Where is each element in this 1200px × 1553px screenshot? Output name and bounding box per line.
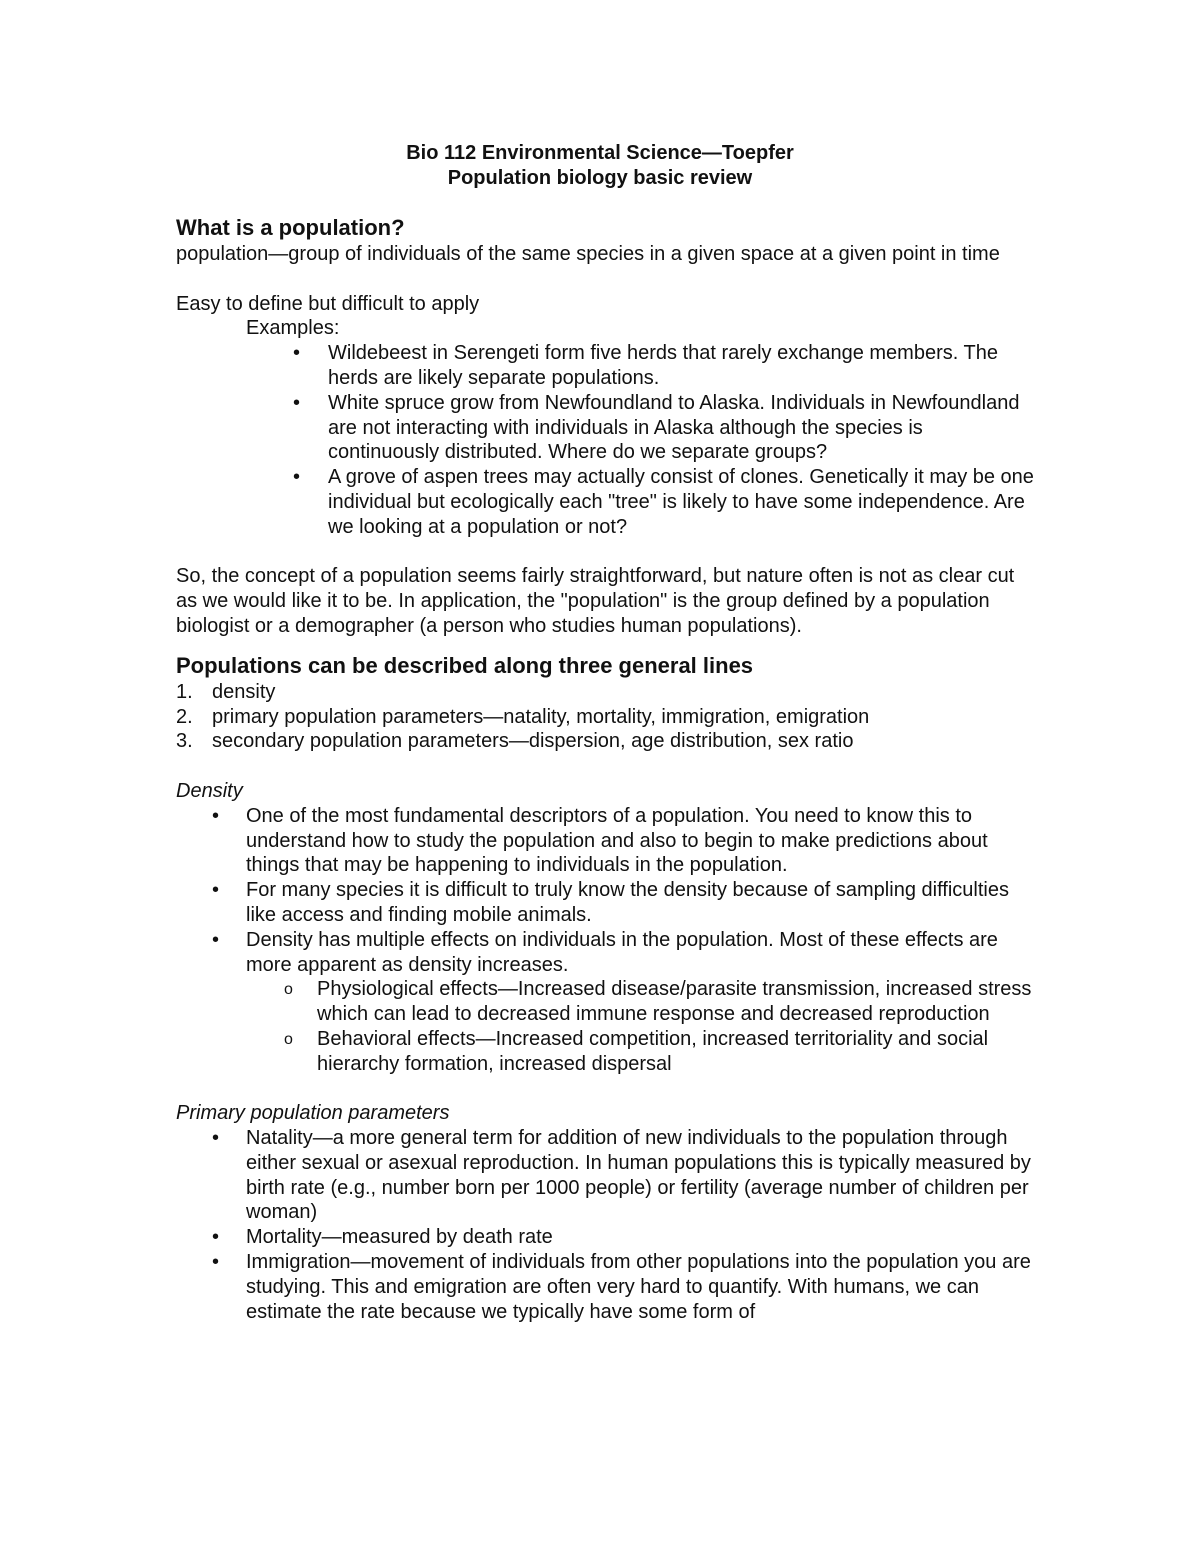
list-item: • Wildebeest in Serengeti form five herds that rarely exchange members. The herds are likely separate populations. <box>293 342 998 389</box>
sub-bullet-icon: o <box>284 981 293 999</box>
primary-parameters-list <box>176 1126 1036 1324</box>
list-item: • Natality—a more general term for addition of new individuals to the population through either sexual or asexual reproduction. In human populations this is typically measured by birth rate (e.g., number born per 1000 people) or fertility (average number of children per woman) <box>212 1127 1031 1224</box>
bullet-icon: • <box>212 928 220 951</box>
examples-label: Examples: <box>246 317 340 340</box>
list-item: • One of the most fundamental descriptors of a population. You need to know this to understand how to study the population and also to begin to make predictions about things that may be happening to individuals in the population. <box>212 804 988 877</box>
list-item: o Behavioral effects—Increased competition, increased territoriality and social hierarchy formation, increased dispersal <box>284 1027 989 1075</box>
document-title: Population biology basic review <box>447 167 753 189</box>
intro-text: Easy to define but difficult to apply <box>176 292 480 315</box>
bullet-icon: • <box>212 804 220 827</box>
list-item: • Mortality—measured by death rate <box>212 1226 553 1249</box>
bullet-icon: • <box>293 466 301 489</box>
description-lines-list <box>176 680 1036 754</box>
bullet-icon: • <box>212 879 220 902</box>
sub-bullet-icon: o <box>284 1030 293 1048</box>
list-item: • Density has multiple effects on individuals in the population. Most of these effects are more apparent as density increases. <box>212 928 998 976</box>
course-title: Bio 112 Environmental Science—Toepfer <box>406 142 794 164</box>
density-effects-list <box>176 977 1036 1076</box>
primary-parameters-heading: Primary population parameters <box>176 1102 450 1125</box>
list-item: • A grove of aspen trees may actually consist of clones. Genetically it may be one individual but ecologically each "tree" is likely to have some independence. Are we looking at a population or not? <box>293 466 1034 538</box>
section-heading-what-is-population: What is a population? <box>176 215 405 240</box>
section-heading-three-lines: Populations can be described along three general lines <box>176 652 754 678</box>
list-item: 2. primary population parameters—natality, mortality, immigration, emigration <box>176 705 870 728</box>
list-item: 1. density <box>176 680 276 703</box>
list-item: o Physiological effects—Increased disease/parasite transmission, increased stress which can lead to decreased immune response and decreased reproduction <box>284 978 1032 1026</box>
population-summary: So, the concept of a population seems fairly straightforward, but nature often is not as clear cut as we would like it to be. In application, the "population" is the group defined by a population biologist or a demographer (a person who studies human populations). <box>176 565 1015 637</box>
density-heading: Density <box>176 779 243 802</box>
bullet-icon: • <box>212 1226 220 1249</box>
bullet-icon: • <box>293 342 301 365</box>
population-definition: population—group of individuals of the same species in a given space at a given point in time <box>176 243 1000 265</box>
list-item: 3. secondary population parameters—dispersion, age distribution, sex ratio <box>176 730 854 753</box>
density-list <box>176 804 1036 978</box>
list-item: • Immigration—movement of individuals from other populations into the population you are studying. This and emigration are often very hard to quantify. With humans, we can estimate the rate because we typically have some form of <box>212 1251 1031 1323</box>
list-item: • For many species it is difficult to truly know the density because of sampling difficulties like access and finding mobile animals. <box>212 879 1009 926</box>
bullet-icon: • <box>293 391 301 414</box>
document-header <box>0 141 1200 191</box>
examples-list <box>176 341 1036 539</box>
bullet-icon: • <box>212 1127 220 1150</box>
document-body <box>176 141 1036 1324</box>
list-item: • White spruce grow from Newfoundland to Alaska. Individuals in Newfoundland are not interacting with individuals in Alaska although the species is continuously distributed. Where do we separate groups? <box>293 391 1020 464</box>
bullet-icon: • <box>212 1251 220 1274</box>
